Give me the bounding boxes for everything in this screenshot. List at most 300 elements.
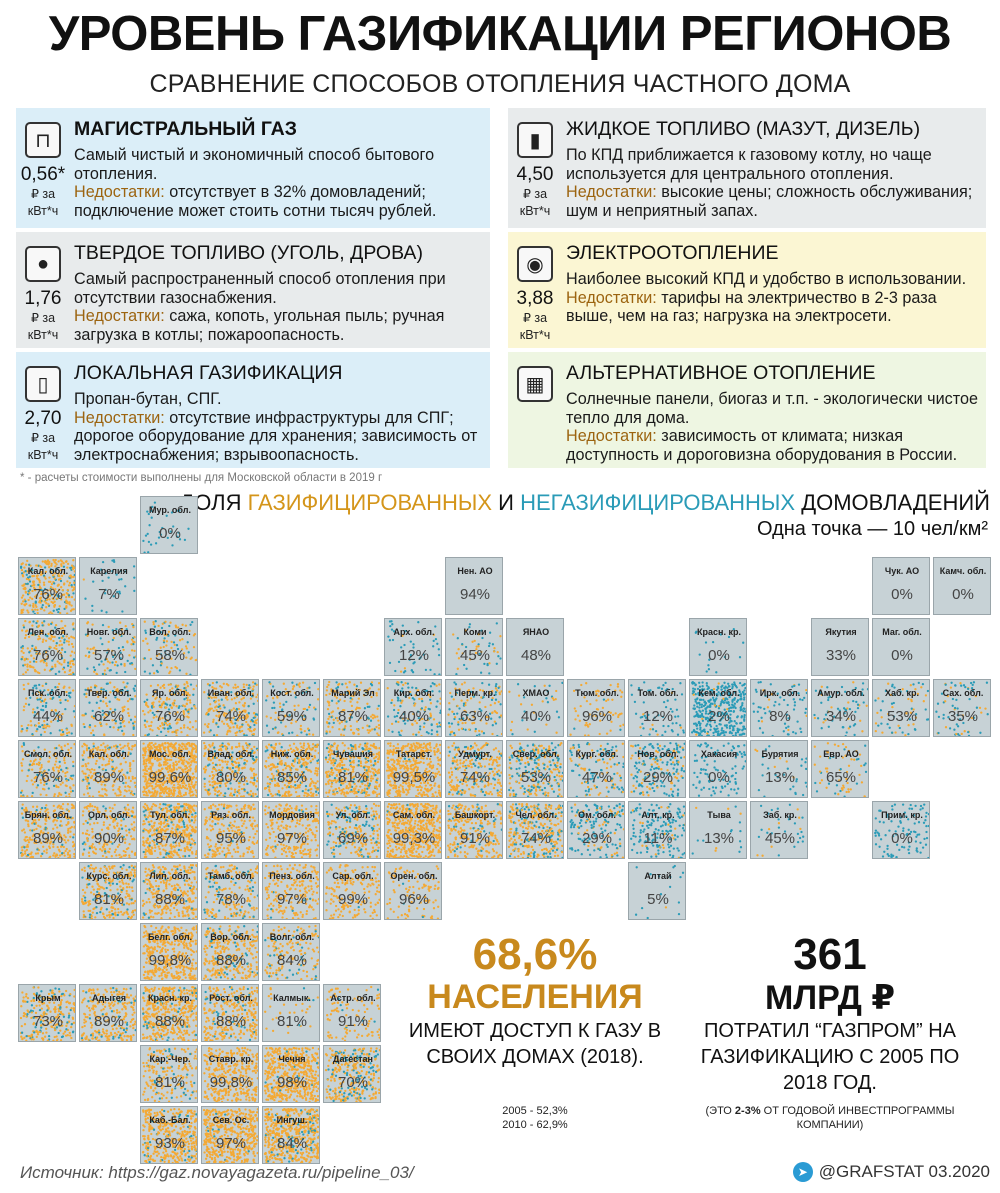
population-dot — [214, 793, 216, 795]
population-dot — [189, 699, 191, 701]
region-tile — [79, 679, 137, 737]
population-dot — [367, 729, 369, 731]
population-dot — [279, 763, 281, 765]
population-dot — [643, 681, 645, 683]
region-name: Новг. обл. — [86, 627, 132, 637]
population-dot — [706, 670, 708, 672]
population-dot — [267, 794, 269, 796]
gas-cylinder-icon: ▯ — [25, 366, 61, 402]
population-dot — [710, 725, 712, 727]
population-dot — [349, 760, 351, 762]
population-dot — [44, 577, 46, 579]
population-dot — [204, 789, 206, 791]
population-dot — [284, 796, 286, 798]
region-name: Пск. обл. — [27, 688, 69, 698]
population-dot — [149, 728, 151, 730]
population-dot — [55, 673, 57, 675]
population-dot — [218, 703, 220, 705]
population-dot — [335, 788, 337, 790]
population-dot — [150, 746, 152, 748]
population-dot — [373, 743, 375, 745]
population-dot — [366, 703, 368, 705]
population-dot — [729, 732, 731, 734]
population-dot — [630, 684, 632, 686]
region-value: 2% — [708, 708, 730, 725]
population-dot — [27, 669, 29, 671]
population-dot — [397, 699, 399, 701]
population-dot — [248, 684, 250, 686]
population-dot — [544, 685, 546, 687]
population-dot — [73, 582, 75, 584]
population-dot — [126, 641, 128, 643]
population-dot — [174, 644, 176, 646]
population-dot — [66, 735, 68, 737]
population-dot — [457, 668, 459, 670]
population-dot — [739, 734, 741, 736]
region-value: 34% — [825, 708, 857, 725]
population-dot — [31, 733, 33, 735]
population-dot — [640, 735, 642, 737]
population-dot — [71, 732, 73, 734]
population-dot — [517, 683, 519, 685]
population-dot — [86, 787, 88, 789]
population-dot — [29, 580, 31, 582]
population-dot — [949, 727, 951, 729]
population-dot — [94, 725, 96, 727]
population-dot — [300, 725, 302, 727]
population-dot — [328, 789, 330, 791]
population-dot — [218, 759, 220, 761]
population-dot — [302, 681, 304, 683]
population-dot — [421, 700, 423, 702]
population-dot — [185, 760, 187, 762]
population-dot — [404, 682, 406, 684]
population-dot — [378, 705, 380, 707]
population-dot — [36, 577, 38, 579]
population-dot — [845, 735, 847, 737]
region-name: Мос. обл. — [149, 749, 191, 759]
population-dot — [195, 765, 197, 767]
footnote: * - расчеты стоимости выполнены для Московской области в 2019 г — [20, 472, 383, 484]
population-dot — [50, 623, 52, 625]
population-dot — [244, 759, 246, 761]
population-dot — [937, 703, 939, 705]
population-dot — [176, 763, 178, 765]
cons-text: тарифы на электричество в 2-3 раза выше, чем на газ; нагрузка на электросети. — [566, 288, 937, 325]
region-value: 89% — [93, 769, 125, 786]
population-dot — [122, 733, 124, 735]
population-dot — [160, 792, 162, 794]
population-dot — [252, 795, 254, 797]
population-dot — [163, 639, 165, 641]
population-dot — [704, 701, 706, 703]
population-dot — [169, 622, 171, 624]
population-dot — [433, 673, 435, 675]
population-dot — [38, 684, 40, 686]
population-dot — [243, 704, 245, 706]
population-dot — [53, 795, 55, 797]
population-dot — [449, 733, 451, 735]
price-unit: ₽ за кВт*ч — [519, 311, 551, 342]
population-dot — [127, 742, 129, 744]
population-dot — [350, 729, 352, 731]
population-dot — [399, 705, 401, 707]
population-dot — [891, 732, 893, 734]
population-dot — [246, 734, 248, 736]
population-dot — [36, 786, 38, 788]
population-dot — [142, 742, 144, 744]
population-dot — [762, 732, 764, 734]
population-dot — [62, 731, 64, 733]
population-dot — [181, 746, 183, 748]
population-dot — [268, 731, 270, 733]
population-dot — [391, 731, 393, 733]
region-name: Маг. обл. — [882, 627, 922, 637]
population-dot — [787, 704, 789, 706]
population-dot — [325, 792, 327, 794]
population-dot — [186, 681, 188, 683]
population-dot — [460, 699, 462, 701]
region-tile — [506, 679, 564, 737]
population-dot — [542, 700, 544, 702]
population-dot — [693, 704, 695, 706]
population-dot — [827, 699, 829, 701]
region-tile — [567, 679, 625, 737]
population-dot — [58, 744, 60, 746]
population-dot — [224, 796, 226, 798]
population-dot — [425, 669, 427, 671]
population-dot — [28, 604, 30, 606]
population-dot — [278, 790, 280, 792]
region-tile — [201, 740, 259, 798]
population-dot — [32, 582, 34, 584]
population-dot — [119, 794, 121, 796]
population-dot — [208, 763, 210, 765]
population-dot — [392, 639, 394, 641]
population-dot — [270, 744, 272, 746]
population-dot — [731, 699, 733, 701]
population-dot — [720, 703, 722, 705]
population-dot — [728, 704, 730, 706]
region-value: 0% — [891, 586, 913, 603]
region-value: 53% — [886, 708, 918, 725]
population-dot — [81, 745, 83, 747]
region-value: 87% — [337, 708, 369, 725]
population-dot — [308, 794, 310, 796]
population-dot — [356, 685, 358, 687]
population-dot — [391, 699, 393, 701]
population-dot — [723, 702, 725, 704]
population-dot — [399, 734, 401, 736]
population-dot — [46, 561, 48, 563]
population-dot — [37, 698, 39, 700]
population-dot — [154, 501, 156, 503]
population-dot — [820, 702, 822, 704]
population-dot — [23, 742, 25, 744]
population-dot — [393, 704, 395, 706]
population-dot — [59, 699, 61, 701]
population-dot — [152, 744, 154, 746]
population-dot — [278, 794, 280, 796]
population-dot — [303, 742, 305, 744]
population-dot — [238, 743, 240, 745]
population-dot — [691, 731, 693, 733]
price-value: 2,70 — [24, 408, 62, 429]
population-dot — [222, 704, 224, 706]
population-dot — [152, 701, 154, 703]
population-dot — [310, 788, 312, 790]
population-dot — [63, 641, 65, 643]
population-dot — [134, 786, 136, 788]
population-dot — [109, 701, 111, 703]
population-dot — [210, 729, 212, 731]
population-dot — [303, 744, 305, 746]
population-dot — [852, 700, 854, 702]
cons-label: Недостатки: — [74, 408, 165, 427]
population-dot — [166, 640, 168, 642]
population-dot — [293, 705, 295, 707]
population-dot — [314, 745, 316, 747]
population-dot — [701, 685, 703, 687]
population-dot — [50, 732, 52, 734]
population-dot — [44, 669, 46, 671]
region-name: Красн. кр. — [697, 627, 741, 637]
region-tile — [79, 618, 137, 676]
population-dot — [480, 672, 482, 674]
population-dot — [760, 681, 762, 683]
population-dot — [338, 728, 340, 730]
population-dot — [950, 682, 952, 684]
population-dot — [114, 664, 116, 666]
population-dot — [449, 726, 451, 728]
population-dot — [121, 610, 123, 612]
population-dot — [144, 670, 146, 672]
solar-panel-icon: ▦ — [517, 366, 553, 402]
population-dot — [742, 642, 744, 644]
population-dot — [377, 761, 379, 763]
population-dot — [499, 703, 501, 705]
population-dot — [857, 704, 859, 706]
population-dot — [945, 726, 947, 728]
population-dot — [164, 621, 166, 623]
population-dot — [207, 791, 209, 793]
region-tile — [201, 679, 259, 737]
population-dot — [603, 698, 605, 700]
population-dot — [179, 786, 181, 788]
population-dot — [378, 727, 380, 729]
population-dot — [495, 685, 497, 687]
population-dot — [307, 789, 309, 791]
population-dot — [488, 642, 490, 644]
population-dot — [400, 702, 402, 704]
population-dot — [22, 673, 24, 675]
population-dot — [300, 728, 302, 730]
population-dot — [26, 795, 28, 797]
population-dot — [20, 791, 22, 793]
population-dot — [236, 795, 238, 797]
population-dot — [295, 791, 297, 793]
population-dot — [42, 726, 44, 728]
population-dot — [195, 794, 197, 796]
population-dot — [98, 791, 100, 793]
population-dot — [531, 704, 533, 706]
region-tile — [750, 679, 808, 737]
population-dot — [891, 684, 893, 686]
population-dot — [168, 759, 170, 761]
population-dot — [40, 764, 42, 766]
population-dot — [461, 683, 463, 685]
population-dot — [357, 733, 359, 735]
population-dot — [189, 786, 191, 788]
population-dot — [59, 702, 61, 704]
population-dot — [967, 731, 969, 733]
population-dot — [787, 729, 789, 731]
population-dot — [702, 699, 704, 701]
population-dot — [93, 734, 95, 736]
population-dot — [222, 761, 224, 763]
population-dot — [243, 789, 245, 791]
population-dot — [246, 792, 248, 794]
population-dot — [32, 792, 34, 794]
population-dot — [391, 623, 393, 625]
population-dot — [511, 733, 513, 735]
population-dot — [113, 745, 115, 747]
population-dot — [737, 699, 739, 701]
region-name: Ниж. обл. — [270, 749, 314, 759]
population-dot — [328, 681, 330, 683]
population-dot — [643, 701, 645, 703]
population-dot — [54, 793, 56, 795]
population-dot — [172, 762, 174, 764]
population-dot — [714, 704, 716, 706]
description-text: Солнечные панели, биогаз и т.п. - экологически чистое тепло для дома. — [566, 390, 978, 427]
population-dot — [187, 762, 189, 764]
population-dot — [253, 733, 255, 735]
population-dot — [104, 746, 106, 748]
population-dot — [240, 698, 242, 700]
population-dot — [972, 684, 974, 686]
population-dot — [55, 559, 57, 561]
population-dot — [169, 704, 171, 706]
population-dot — [374, 728, 376, 730]
population-dot — [439, 702, 441, 704]
population-dot — [634, 701, 636, 703]
population-dot — [131, 638, 133, 640]
population-dot — [353, 787, 355, 789]
population-dot — [423, 726, 425, 728]
population-dot — [47, 603, 49, 605]
population-dot — [296, 734, 298, 736]
population-dot — [952, 698, 954, 700]
population-dot — [108, 763, 110, 765]
population-dot — [415, 734, 417, 736]
population-dot — [741, 702, 743, 704]
population-dot — [117, 788, 119, 790]
population-dot — [120, 726, 122, 728]
population-dot — [907, 733, 909, 735]
population-dot — [32, 610, 34, 612]
population-dot — [862, 682, 864, 684]
population-dot — [28, 621, 30, 623]
population-dot — [454, 734, 456, 736]
population-dot — [268, 765, 270, 767]
population-dot — [90, 732, 92, 734]
population-dot — [488, 684, 490, 686]
population-dot — [25, 703, 27, 705]
population-dot — [735, 735, 737, 737]
population-dot — [238, 701, 240, 703]
population-dot — [121, 730, 123, 732]
population-dot — [912, 683, 914, 685]
population-dot — [101, 610, 103, 612]
region-tile — [872, 618, 930, 676]
population-dot — [131, 623, 133, 625]
population-dot — [369, 729, 371, 731]
population-dot — [103, 733, 105, 735]
region-value: 12% — [398, 647, 430, 664]
population-dot — [34, 613, 36, 615]
population-dot — [376, 794, 378, 796]
population-dot — [207, 789, 209, 791]
population-dot — [60, 620, 62, 622]
population-dot — [619, 725, 621, 727]
region-tile — [872, 557, 930, 615]
population-dot — [48, 581, 50, 583]
population-dot — [68, 731, 70, 733]
population-dot — [745, 728, 747, 730]
region-name: Амур. обл. — [817, 688, 865, 698]
population-dot — [464, 729, 466, 731]
population-dot — [227, 729, 229, 731]
population-dot — [66, 612, 68, 614]
population-dot — [332, 759, 334, 761]
population-dot — [303, 794, 305, 796]
panel-title: ЖИДКОЕ ТОПЛИВО (МАЗУТ, ДИЗЕЛЬ) — [566, 118, 921, 140]
population-dot — [371, 728, 373, 730]
population-dot — [708, 699, 710, 701]
population-dot — [101, 643, 103, 645]
population-dot — [178, 744, 180, 746]
population-dot — [37, 612, 39, 614]
population-dot — [332, 761, 334, 763]
population-dot — [609, 730, 611, 732]
population-dot — [166, 698, 168, 700]
population-dot — [374, 760, 376, 762]
population-dot — [35, 670, 37, 672]
population-dot — [81, 765, 83, 767]
population-dot — [964, 730, 966, 732]
population-dot — [231, 698, 233, 700]
population-dot — [343, 700, 345, 702]
description-text: По КПД приближается к газовому котлу, но чаще используется для центрального отопления. — [566, 146, 932, 183]
population-dot — [349, 681, 351, 683]
population-dot — [87, 621, 89, 623]
population-dot — [853, 734, 855, 736]
population-dot — [365, 793, 367, 795]
population-dot — [164, 703, 166, 705]
population-dot — [714, 700, 716, 702]
population-dot — [24, 620, 26, 622]
population-dot — [314, 682, 316, 684]
population-dot — [338, 787, 340, 789]
population-dot — [396, 681, 398, 683]
population-dot — [375, 726, 377, 728]
population-dot — [496, 622, 498, 624]
population-dot — [167, 730, 169, 732]
population-dot — [587, 725, 589, 727]
population-dot — [26, 727, 28, 729]
population-dot — [265, 746, 267, 748]
